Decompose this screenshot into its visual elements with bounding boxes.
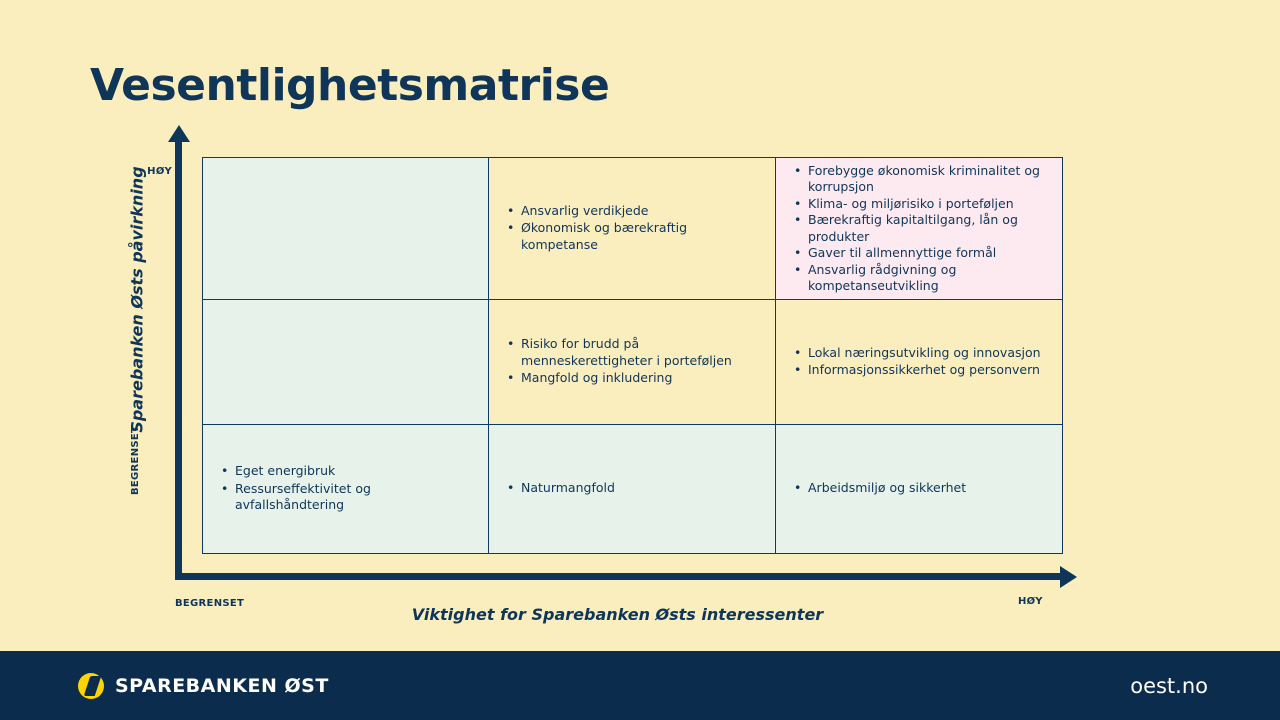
topic-item: • Forebygge økonomisk kriminalitet og korrupsjon — [792, 163, 1048, 196]
y-axis-arrow — [175, 140, 182, 580]
topic-item: • Ressurseffektivitet og avfallshåndtering — [219, 481, 474, 514]
footer-url: oest.no — [1130, 673, 1208, 698]
cell-bottom-left — [202, 424, 489, 554]
topic-item: • Ansvarlig verdikjede — [505, 203, 761, 220]
page-title: Vesentlighetsmatrise — [90, 60, 610, 111]
topic-item: • Økonomisk og bærekraftig kompetanse — [505, 220, 761, 253]
topic-item: • Naturmangfold — [505, 480, 761, 497]
x-axis-tick-low: BEGRENSET — [175, 598, 245, 609]
topic-list — [792, 480, 1048, 498]
topic-item: • Klima- og miljørisiko i porteføljen — [792, 196, 1048, 213]
materiality-matrix — [202, 157, 1062, 553]
topic-list — [505, 336, 761, 388]
topic-item: • Informasjonssikkerhet og personvern — [792, 362, 1048, 379]
topic-list — [219, 463, 474, 515]
cell-middle-left — [202, 299, 489, 425]
y-axis-tick-low: BEGRENSET — [130, 425, 141, 495]
topic-list — [792, 345, 1048, 380]
topic-item: • Mangfold og inkludering — [505, 370, 761, 387]
cell-top-left — [202, 157, 489, 300]
cell-middle-right — [775, 299, 1063, 425]
topic-item: • Lokal næringsutvikling og innovasjon — [792, 345, 1048, 362]
topic-list — [792, 163, 1048, 295]
footer-bar — [0, 651, 1280, 720]
topic-item: • Gaver til allmennyttige formål — [792, 245, 1048, 262]
y-axis-label: Sparebanken Østs påvirkning — [127, 166, 147, 433]
topic-item: • Arbeidsmiljø og sikkerhet — [792, 480, 1048, 497]
brand-logo — [78, 673, 329, 699]
sparebanken-ost-logo-icon — [78, 673, 104, 699]
cell-top-right — [775, 157, 1063, 300]
topic-item: • Risiko for brudd på menneskerettigheter i porteføljen — [505, 336, 761, 369]
topic-item: • Ansvarlig rådgivning og kompetanseutvikling — [792, 262, 1048, 295]
x-axis-arrow — [175, 573, 1060, 580]
topic-item: • Eget energibruk — [219, 463, 474, 480]
topic-list — [505, 203, 761, 255]
topic-item: • Bærekraftig kapitaltilgang, lån og produkter — [792, 212, 1048, 245]
x-axis-label: Viktighet for Sparebanken Østs interessenter — [411, 605, 824, 624]
y-axis-tick-high: HØY — [147, 166, 172, 177]
cell-top-center — [488, 157, 776, 300]
cell-bottom-right — [775, 424, 1063, 554]
brand-name: SPAREBANKEN ØST — [115, 674, 329, 697]
topic-list — [505, 480, 761, 498]
cell-bottom-center — [488, 424, 776, 554]
cell-middle-center — [488, 299, 776, 425]
x-axis-tick-high: HØY — [1018, 596, 1043, 607]
